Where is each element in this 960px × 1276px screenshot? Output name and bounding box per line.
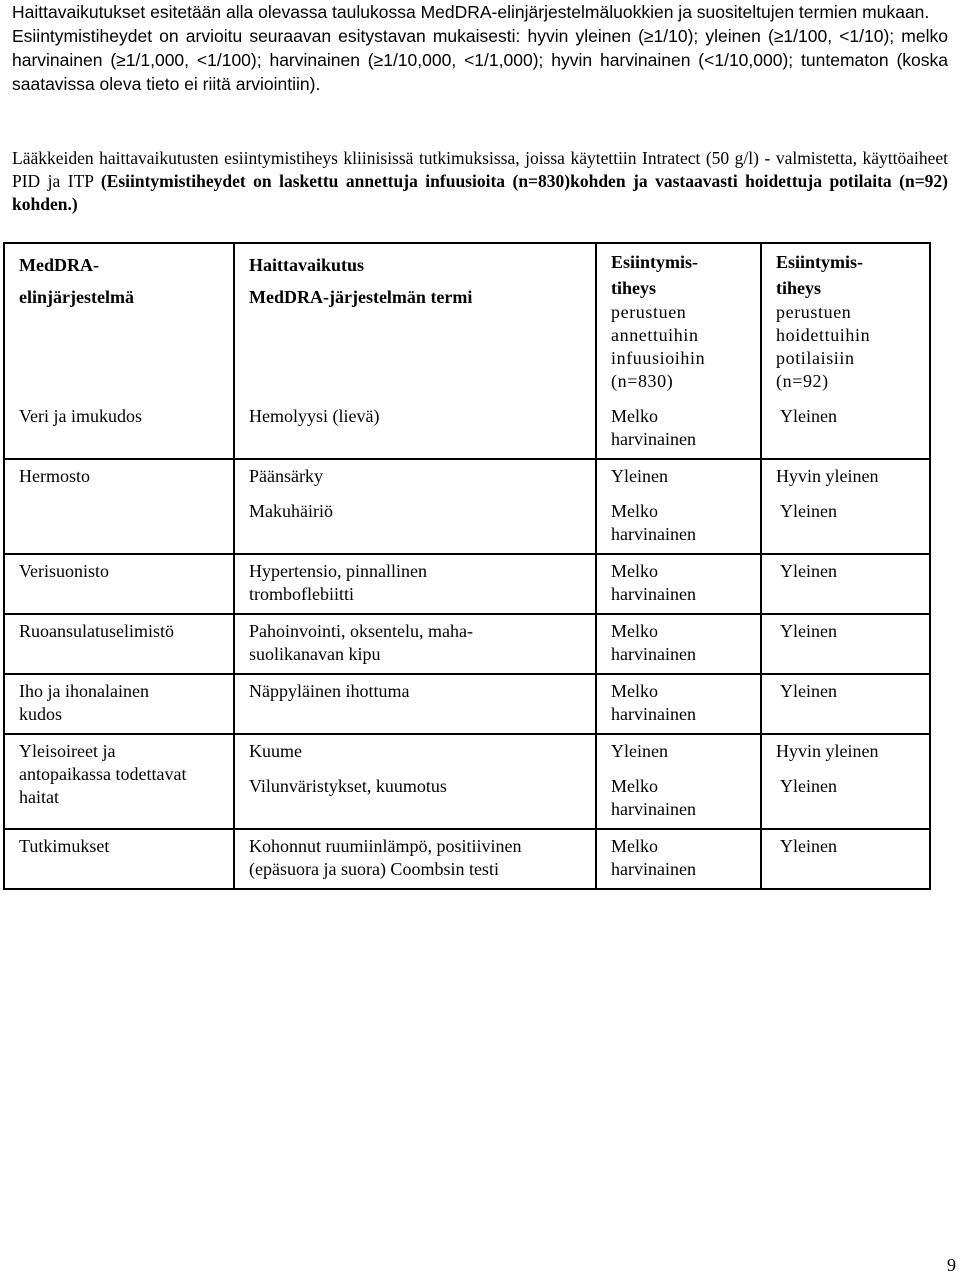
row-frequency-patients: Hyvin yleinen <box>761 734 930 770</box>
intro-line-1: Haittavaikutukset esitetään alla olevassa taulukossa MedDRA-elinjärjestelmäluokkien ja suositeltujen termien mukaan. <box>12 2 930 22</box>
row-frequency-patients: Yleinen <box>761 614 930 674</box>
page-number: 9 <box>947 1255 956 1275</box>
row-frequency-infusions: Melko harvinainen <box>596 554 761 614</box>
table-header-row <box>4 243 930 400</box>
intro-paragraph <box>12 0 948 96</box>
row-soc: Yleisoireet ja antopaikassa todettavat haitat <box>4 734 234 829</box>
row-soc: Tutkimukset <box>4 829 234 889</box>
row-term: Kuume <box>234 734 596 770</box>
table-row <box>4 495 930 554</box>
row-frequency-infusions: Melko harvinainen <box>596 674 761 734</box>
row-frequency-patients: Yleinen <box>761 674 930 734</box>
header-frequency-patients: Esiintymis- tiheys perustuen hoidettuihin potilaisiin (n=92) <box>761 243 930 400</box>
table-row <box>4 614 930 674</box>
row-term: Hypertensio, pinnallinen tromboflebiitti <box>234 554 596 614</box>
row-term: Näppyläinen ihottuma <box>234 674 596 734</box>
row-term: Pahoinvointi, oksentelu, maha- suolikanavan kipu <box>234 614 596 674</box>
intro-line-2: Esiintymistiheydet on arvioitu seuraavan esitystavan mukaisesti: hyvin yleinen (≥1/10); yleinen (≥1/100, <1/10); melko harvinainen (≥1/1,000, <1/100); harvinainen (≥1/10,000, <1/1,000); hyvin harvinainen (<1/10,000); tuntematon (koska saatavissa oleva tieto ei riitä arviointiin). <box>12 26 948 94</box>
row-frequency-patients: Yleinen <box>761 400 930 459</box>
table-row <box>4 554 930 614</box>
row-frequency-infusions: Melko harvinainen <box>596 400 761 459</box>
row-frequency-patients: Yleinen <box>761 554 930 614</box>
row-frequency-infusions: Melko harvinainen <box>596 829 761 889</box>
row-soc: Ruoansulatuselimistö <box>4 614 234 674</box>
header-term: Haittavaikutus MedDRA-järjestelmän termi <box>234 243 596 400</box>
adverse-reactions-table <box>3 242 931 890</box>
row-soc: Iho ja ihonalainen kudos <box>4 674 234 734</box>
row-frequency-patients: Hyvin yleinen <box>761 459 930 495</box>
row-soc: Hermosto <box>4 459 234 495</box>
row-frequency-infusions: Melko harvinainen <box>596 495 761 554</box>
row-frequency-infusions: Yleinen <box>596 734 761 770</box>
row-soc <box>4 495 234 554</box>
table-row <box>4 459 930 495</box>
row-frequency-patients: Yleinen <box>761 770 930 829</box>
row-term: Vilunväristykset, kuumotus <box>234 770 596 829</box>
table-row <box>4 674 930 734</box>
row-frequency-infusions: Melko harvinainen <box>596 614 761 674</box>
header-soc: MedDRA- elinjärjestelmä <box>19 255 134 307</box>
row-soc: Verisuonisto <box>4 554 234 614</box>
header-frequency-infusions: Esiintymis- tiheys perustuen annettuihin infuusioihin (n=830) <box>596 243 761 400</box>
table-row <box>4 400 930 459</box>
frequency-note <box>12 147 948 216</box>
row-frequency-patients: Yleinen <box>761 829 930 889</box>
row-frequency-infusions: Melko harvinainen <box>596 770 761 829</box>
row-term: Hemolyysi (lievä) <box>234 400 596 459</box>
frequency-note-bold: (Esiintymistiheydet on laskettu annettuja infuusioita (n=830)kohden ja vastaavasti hoidettuja potilaita (n=92) kohden.) <box>12 171 948 214</box>
row-frequency-patients: Yleinen <box>761 495 930 554</box>
row-soc: Veri ja imukudos <box>19 406 142 426</box>
table-row <box>4 734 930 770</box>
row-term: Makuhäiriö <box>234 495 596 554</box>
row-term: Päänsärky <box>234 459 596 495</box>
table-row <box>4 829 930 889</box>
frequency-note-text: Lääkkeiden haittavaikutusten esiintymistiheys kliinisissä tutkimuksissa, joissa käytettiin Intratect (50 g/l) - valmistetta, käyttöaiheet PID ja ITP <box>12 148 948 191</box>
row-term: Kohonnut ruumiinlämpö, positiivinen (epäsuora ja suora) Coombsin testi <box>234 829 596 889</box>
row-frequency-infusions: Yleinen <box>596 459 761 495</box>
